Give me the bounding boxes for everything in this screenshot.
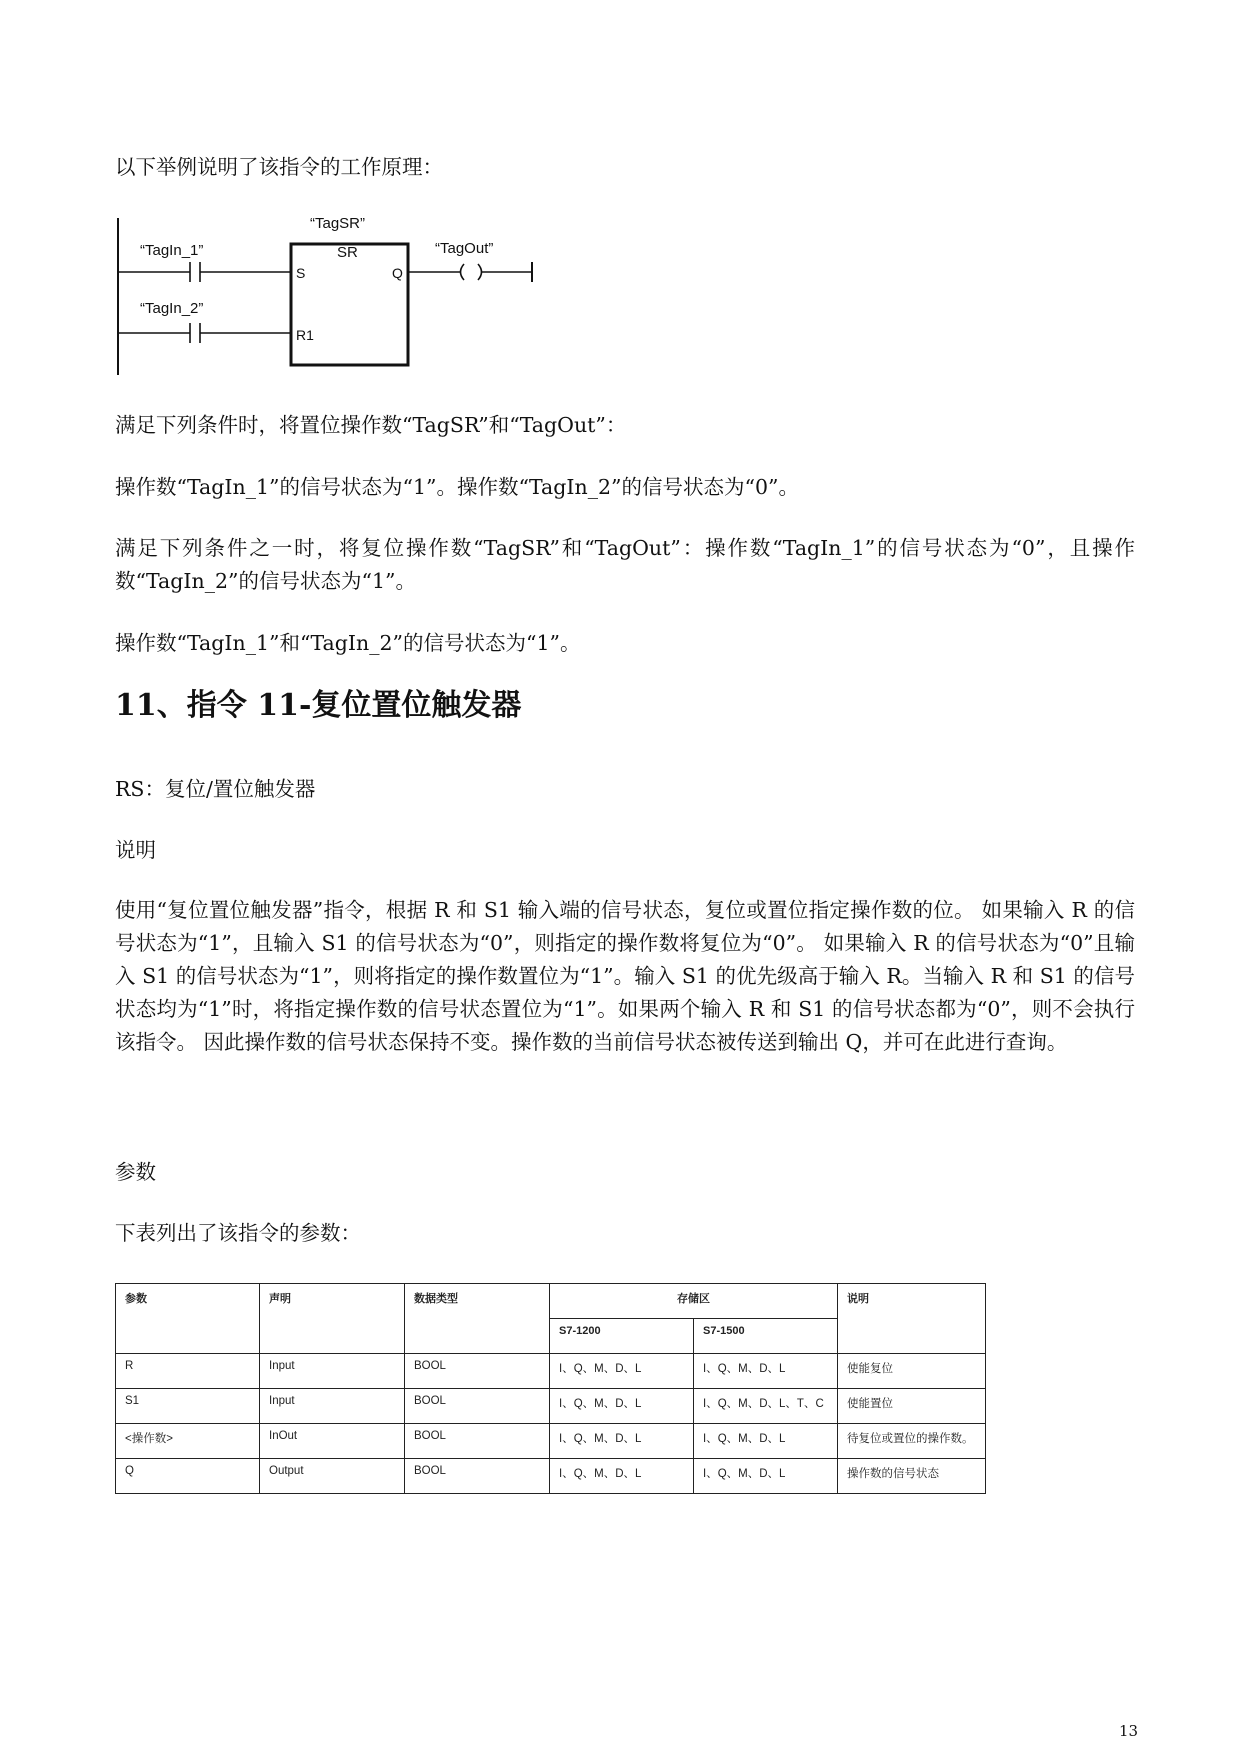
description-label: 说明 (115, 838, 156, 862)
cell-description: 待复位或置位的操作数。 (838, 1424, 986, 1459)
cell-param: <操作数> (116, 1424, 260, 1459)
table-row (116, 1424, 986, 1459)
header-declaration: 声明 (260, 1284, 405, 1354)
cell-s7-1200: I、Q、M、D、L (550, 1424, 694, 1459)
set-detail-text: 操作数“TagIn_1”的信号状态为“1”。操作数“TagIn_2”的信号状态为“0”。 (115, 475, 799, 499)
sr-block (291, 244, 408, 365)
cell-declaration: Input (260, 1389, 405, 1424)
coil-left (461, 264, 465, 280)
table-row (116, 1389, 986, 1424)
cell-s7-1200: I、Q、M、D、L (550, 1389, 694, 1424)
cell-data-type: BOOL (405, 1424, 550, 1459)
tagin2-label: “TagIn_2” (140, 300, 204, 317)
cell-s7-1500: I、Q、M、D、L、T、C (694, 1389, 838, 1424)
header-s7-1200: S7-1200 (550, 1319, 694, 1354)
pin-r1-label: R1 (296, 327, 314, 343)
parameter-table (115, 1283, 986, 1494)
set-condition-text: 满足下列条件时，将置位操作数“TagSR”和“TagOut”： (115, 413, 627, 437)
cell-param: S1 (116, 1389, 260, 1424)
header-data-type: 数据类型 (405, 1284, 550, 1354)
cell-s7-1500: I、Q、M、D、L (694, 1424, 838, 1459)
page-number: 13 (1119, 1722, 1139, 1740)
block-type-label: SR (337, 244, 358, 261)
cell-declaration: InOut (260, 1424, 405, 1459)
cell-param: R (116, 1354, 260, 1389)
cell-description: 使能复位 (838, 1354, 986, 1389)
params-label: 参数 (115, 1160, 156, 1184)
header-s7-1500: S7-1500 (694, 1319, 838, 1354)
coil-right (478, 264, 482, 280)
rs-title: RS：复位/置位触发器 (115, 777, 316, 801)
cell-s7-1500: I、Q、M、D、L (694, 1459, 838, 1494)
header-description: 说明 (838, 1284, 986, 1354)
reset-condition-text: 满足下列条件之一时，将复位操作数“TagSR”和“TagOut”：操作数“TagIn_1”的信号状态为“0”，且操作数“TagIn_2”的信号状态为“1”。 (115, 536, 1135, 593)
cell-data-type: BOOL (405, 1459, 550, 1494)
section-heading: 11、指令 11-复位置位触发器 (115, 688, 522, 723)
cell-s7-1200: I、Q、M、D、L (550, 1459, 694, 1494)
table-row (116, 1459, 986, 1494)
cell-s7-1500: I、Q、M、D、L (694, 1354, 838, 1389)
table-row (116, 1354, 986, 1389)
table-header-row (116, 1284, 986, 1319)
intro-text: 以下举例说明了该指令的工作原理： (115, 155, 443, 179)
cell-declaration: Output (260, 1459, 405, 1494)
header-memory-area: 存储区 (550, 1284, 838, 1319)
cell-param: Q (116, 1459, 260, 1494)
cell-data-type: BOOL (405, 1354, 550, 1389)
ladder-diagram (110, 210, 550, 380)
contact-tagin2 (190, 323, 200, 343)
reset-detail-text: 操作数“TagIn_1”和“TagIn_2”的信号状态为“1”。 (115, 631, 581, 655)
header-param: 参数 (116, 1284, 260, 1354)
cell-data-type: BOOL (405, 1389, 550, 1424)
cell-description: 操作数的信号状态 (838, 1459, 986, 1494)
tagin1-label: “TagIn_1” (140, 242, 204, 259)
tagout-label: “TagOut” (435, 240, 494, 257)
block-instance-label: “TagSR” (310, 215, 366, 232)
cell-description: 使能置位 (838, 1389, 986, 1424)
cell-s7-1200: I、Q、M、D、L (550, 1354, 694, 1389)
cell-declaration: Input (260, 1354, 405, 1389)
pin-q-label: Q (392, 265, 403, 281)
contact-tagin1 (190, 262, 200, 282)
description-body: 使用“复位置位触发器”指令，根据 R 和 S1 输入端的信号状态，复位或置位指定操作数的位。 如果输入 R 的信号状态为“1”，且输入 S1 的信号状态为“0”，则指定的操作数将复位为“0”。 如果输入 R 的信号状态为“0”且输入 S1 的信号状态为“1”，则将指定的操作数置位为“1”。输入 S1 的优先级高于输入 R。当输入 R 和 S1 的信号状态均为“1”时，将指定操作数的信号状态置位为“1”。如果两个输入 R 和 S1 的信号状态都为“0”，则不会执行该指令。 因此操作数的信号状态保持不变。操作数的当前信号状态被传送到输出 Q，并可在此进行查询。 (115, 898, 1135, 1054)
pin-s-label: S (296, 265, 306, 281)
table-intro-text: 下表列出了该指令的参数： (115, 1221, 361, 1245)
